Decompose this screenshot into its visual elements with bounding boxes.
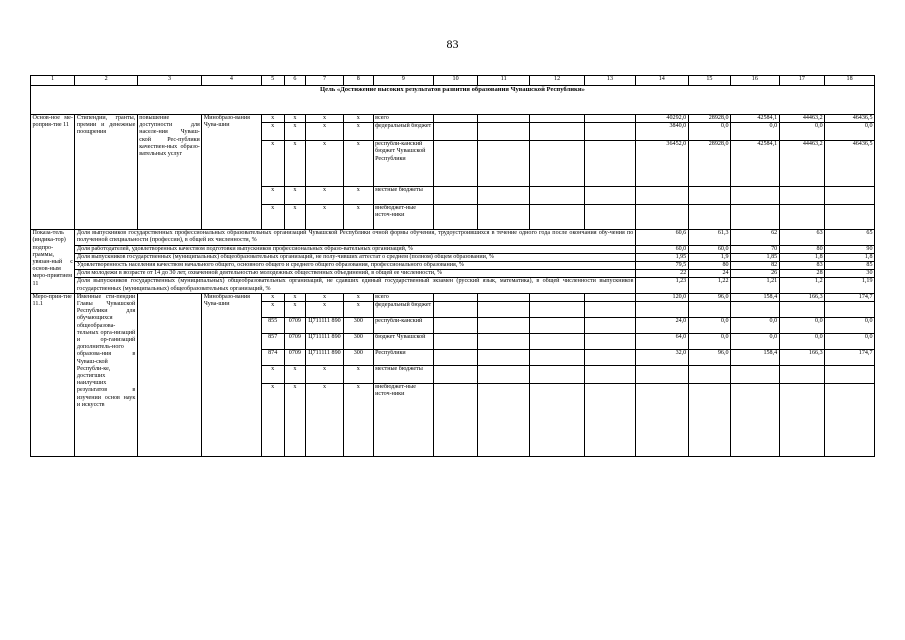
column-number: 2: [75, 76, 137, 86]
value-cell: 0,0: [825, 123, 875, 141]
indicator-row: [31, 270, 875, 278]
section-code: x: [284, 366, 305, 384]
value-cell: 42584,1: [731, 141, 780, 187]
expense-code: x: [344, 384, 374, 457]
value-cell: 158,4: [731, 293, 780, 301]
grbs-code: x: [261, 123, 284, 141]
value-cell: 1,8: [779, 253, 824, 261]
value-cell: 63: [779, 230, 824, 245]
value-cell: 82: [731, 262, 780, 270]
target-code: x: [305, 141, 343, 187]
expense-code: x: [344, 205, 374, 230]
expense-code: x: [344, 115, 374, 123]
section-code: x: [284, 293, 305, 301]
goal-title: Цель «Достижение высоких результатов развития образования Чувашской Республики»: [31, 86, 875, 115]
indicator-row: [31, 262, 875, 270]
value-cell: 120,0: [635, 293, 688, 301]
value-cell: 36452,0: [635, 141, 688, 187]
value-cell: 80: [779, 245, 824, 253]
funding-source: внебюджет-ные источ-ники: [373, 384, 433, 457]
value-cell: 0,0: [825, 318, 875, 334]
value-cell: 65: [825, 230, 875, 245]
grbs-code: x: [261, 141, 284, 187]
funding-source: Республики: [373, 350, 433, 366]
measure-title: Именные сти-пендии Главы Чувашской Республики для обучающихся общеобразова-тельных орга-низаций и ор-ганизаций дополнитель-ного образова-ния в Чуваш-ской Республи-ке, достигших наилучших результатов в изучении основ наук и искусств: [75, 293, 137, 456]
value-cell: [635, 205, 688, 230]
section-code: x: [284, 205, 305, 230]
measure-goal: [137, 293, 202, 456]
value-cell: 42584,1: [731, 115, 780, 123]
value-cell: [779, 366, 824, 384]
value-cell: 96,0: [688, 293, 730, 301]
value-cell: [688, 366, 730, 384]
expense-code: x: [344, 302, 374, 318]
indicator-text: Доля молодежи в возрасте от 14 до 30 лет, охваченной деятельностью молодежных общественных объединений, в общей ее численности, %: [75, 270, 635, 278]
target-code: x: [305, 123, 343, 141]
funding-source: внебюджет-ные источ-ники: [373, 205, 433, 230]
expense-code: x: [344, 123, 374, 141]
funding-source: бюджет Чувашской: [373, 334, 433, 350]
table-row: [31, 293, 875, 301]
value-cell: 1,19: [825, 278, 875, 293]
value-cell: 28928,0: [688, 115, 730, 123]
value-cell: 83: [779, 262, 824, 270]
funding-source: местные бюджеты: [373, 187, 433, 205]
section-code: x: [284, 115, 305, 123]
funding-source: федеральный бюджет: [373, 302, 433, 318]
responsible-executor: Минобразо-вания Чува-шии: [202, 293, 261, 456]
indicator-label: Показа-тель (индика-тор) подпро-граммы, увязан-ный с основ-ным меро-приятием 11: [31, 230, 75, 294]
value-cell: 46436,5: [825, 141, 875, 187]
value-cell: 90: [825, 245, 875, 253]
value-cell: [635, 384, 688, 457]
column-number: 15: [688, 76, 730, 86]
value-cell: [688, 187, 730, 205]
value-cell: 3840,0: [635, 123, 688, 141]
indicator-text: Доля выпускников государственных профессиональных образовательных организаций Чувашской Республики очной формы обучения, трудоустроившихся в течение одного года после окончания обу-чения по полученной специальности (профессии), в общей их численности, %: [76, 230, 634, 244]
value-cell: 1,23: [635, 278, 688, 293]
section-code: 0709: [284, 334, 305, 350]
value-cell: 70: [731, 245, 780, 253]
column-number-row: [31, 76, 875, 86]
target-code: x: [305, 187, 343, 205]
value-cell: [688, 205, 730, 230]
table-row: [31, 115, 875, 123]
grbs-code: 857: [261, 334, 284, 350]
value-cell: 0,0: [731, 123, 780, 141]
expense-code: x: [344, 187, 374, 205]
value-cell: 1,8: [825, 253, 875, 261]
value-cell: [825, 366, 875, 384]
column-number: 14: [635, 76, 688, 86]
funding-source: республи-канский бюджет Чувашской Республики: [373, 141, 433, 187]
value-cell: 158,4: [731, 350, 780, 366]
column-number: 5: [261, 76, 284, 86]
value-cell: [731, 384, 780, 457]
target-code: Ц711111 890: [305, 334, 343, 350]
indicator-text: Доля выпускников государственных (муниципальных) общеобразовательных организаций, не полу-чивших аттестат о среднем (полном) общем образовании, %: [75, 253, 635, 261]
funding-source: всего: [373, 115, 433, 123]
value-cell: 1,22: [688, 278, 730, 293]
expense-code: x: [344, 366, 374, 384]
value-cell: 79,5: [635, 262, 688, 270]
indicator-row: [31, 253, 875, 261]
column-number: 6: [284, 76, 305, 86]
value-cell: [779, 187, 824, 205]
column-number: 8: [344, 76, 374, 86]
value-cell: 32,0: [635, 350, 688, 366]
grbs-code: x: [261, 384, 284, 457]
value-cell: 0,0: [688, 318, 730, 334]
value-cell: 1,95: [635, 253, 688, 261]
value-cell: 24: [688, 270, 730, 278]
value-cell: [731, 366, 780, 384]
value-cell: 1,21: [731, 278, 780, 293]
grbs-code: x: [261, 205, 284, 230]
indicator-row: [31, 278, 875, 293]
value-cell: 62: [731, 230, 780, 245]
measure-name: Основ-ное ме-роприя-тие 11: [31, 115, 75, 230]
column-number: 7: [305, 76, 343, 86]
indicator-text: Доля выпускников государственных (муниципальных) общеобразовательных организаций, не сдавших единый государственный экзамен (русский язык, математика), в общей численности выпускников государственных (муниципальных) общеобразовательных организаций, %: [76, 278, 634, 292]
grbs-code: 874: [261, 350, 284, 366]
indicator-row: [31, 230, 875, 245]
section-code: x: [284, 187, 305, 205]
value-cell: 22: [635, 270, 688, 278]
value-cell: [825, 384, 875, 457]
measure-name: Меро-прия-тие 11.1: [31, 293, 75, 456]
expense-code: 300: [344, 350, 374, 366]
target-code: x: [305, 366, 343, 384]
value-cell: 166,3: [779, 350, 824, 366]
grbs-code: x: [261, 293, 284, 301]
value-cell: 174,7: [825, 350, 875, 366]
column-number: 17: [779, 76, 824, 86]
program-table: [30, 75, 875, 457]
value-cell: 174,7: [825, 293, 875, 301]
expense-code: x: [344, 293, 374, 301]
value-cell: 28928,0: [688, 141, 730, 187]
value-cell: 1,85: [731, 253, 780, 261]
value-cell: 0,0: [731, 318, 780, 334]
column-number: 13: [585, 76, 636, 86]
section-code: x: [284, 123, 305, 141]
grbs-code: 855: [261, 318, 284, 334]
value-cell: [825, 187, 875, 205]
value-cell: [635, 187, 688, 205]
funding-source: всего: [373, 293, 433, 301]
value-cell: 80: [688, 262, 730, 270]
value-cell: 1,9: [688, 253, 730, 261]
target-code: x: [305, 302, 343, 318]
grbs-code: x: [261, 115, 284, 123]
value-cell: [688, 302, 730, 318]
funding-source: республи-канский: [373, 318, 433, 334]
value-cell: [779, 205, 824, 230]
value-cell: 60,0: [635, 245, 688, 253]
column-number: 9: [373, 76, 433, 86]
indicator-text: Удовлетворенность населения качеством начального общего, основного общего и среднего общего образования, профессионального образования, %: [75, 262, 635, 270]
grbs-code: x: [261, 366, 284, 384]
section-code: x: [284, 302, 305, 318]
measure-goal: повышение доступности для населе-ния Чуваш-ской Рес-публики качествен-ных образо-вательных услуг: [137, 115, 202, 230]
section-code: 0709: [284, 350, 305, 366]
value-cell: 30: [825, 270, 875, 278]
target-code: Ц711111 890: [305, 318, 343, 334]
target-code: x: [305, 205, 343, 230]
responsible-executor: Минобразо-вания Чува-шии: [202, 115, 261, 230]
page-number: 83: [446, 37, 459, 51]
column-number: 10: [433, 76, 477, 86]
funding-source: местные бюджеты: [373, 366, 433, 384]
value-cell: 26: [731, 270, 780, 278]
indicator-text: Доля работодателей, удовлетворенных качеством подготовки выпускников профессиональных образо-вательных организаций, %: [75, 245, 635, 253]
value-cell: 96,0: [688, 350, 730, 366]
expense-code: x: [344, 141, 374, 187]
value-cell: [731, 187, 780, 205]
target-code: x: [305, 384, 343, 457]
value-cell: [779, 302, 824, 318]
section-code: x: [284, 384, 305, 457]
value-cell: 60,0: [688, 245, 730, 253]
section-code: 0709: [284, 318, 305, 334]
column-number: 12: [530, 76, 585, 86]
value-cell: 60,6: [635, 230, 688, 245]
value-cell: [688, 384, 730, 457]
target-code: x: [305, 115, 343, 123]
value-cell: [635, 366, 688, 384]
value-cell: 0,0: [688, 123, 730, 141]
value-cell: [731, 205, 780, 230]
column-number: 11: [478, 76, 530, 86]
value-cell: 85: [825, 262, 875, 270]
section-code: x: [284, 141, 305, 187]
value-cell: 0,0: [779, 334, 824, 350]
value-cell: 0,0: [779, 123, 824, 141]
value-cell: 61,3: [688, 230, 730, 245]
value-cell: [731, 302, 780, 318]
expense-code: 300: [344, 318, 374, 334]
expense-code: 300: [344, 334, 374, 350]
column-number: 3: [137, 76, 202, 86]
target-code: Ц711111 890: [305, 350, 343, 366]
value-cell: 44463,2: [779, 115, 824, 123]
value-cell: 64,0: [635, 334, 688, 350]
value-cell: [825, 302, 875, 318]
value-cell: 46436,5: [825, 115, 875, 123]
column-number: 16: [731, 76, 780, 86]
column-number: 1: [31, 76, 75, 86]
value-cell: 24,0: [635, 318, 688, 334]
value-cell: 0,0: [731, 334, 780, 350]
goal-row: [31, 86, 875, 115]
value-cell: 0,0: [825, 334, 875, 350]
value-cell: 1,2: [779, 278, 824, 293]
value-cell: [779, 384, 824, 457]
value-cell: [635, 302, 688, 318]
column-number: 18: [825, 76, 875, 86]
column-number: 4: [202, 76, 261, 86]
measure-title: Стипендии, гранты, премии и денежные поощрения: [75, 115, 137, 230]
value-cell: 0,0: [779, 318, 824, 334]
value-cell: 28: [779, 270, 824, 278]
value-cell: 166,3: [779, 293, 824, 301]
grbs-code: x: [261, 302, 284, 318]
grbs-code: x: [261, 187, 284, 205]
value-cell: 40292,0: [635, 115, 688, 123]
funding-source: федеральный бюджет: [373, 123, 433, 141]
indicator-row: [31, 245, 875, 253]
value-cell: 44463,2: [779, 141, 824, 187]
value-cell: 0,0: [688, 334, 730, 350]
value-cell: [825, 205, 875, 230]
target-code: x: [305, 293, 343, 301]
